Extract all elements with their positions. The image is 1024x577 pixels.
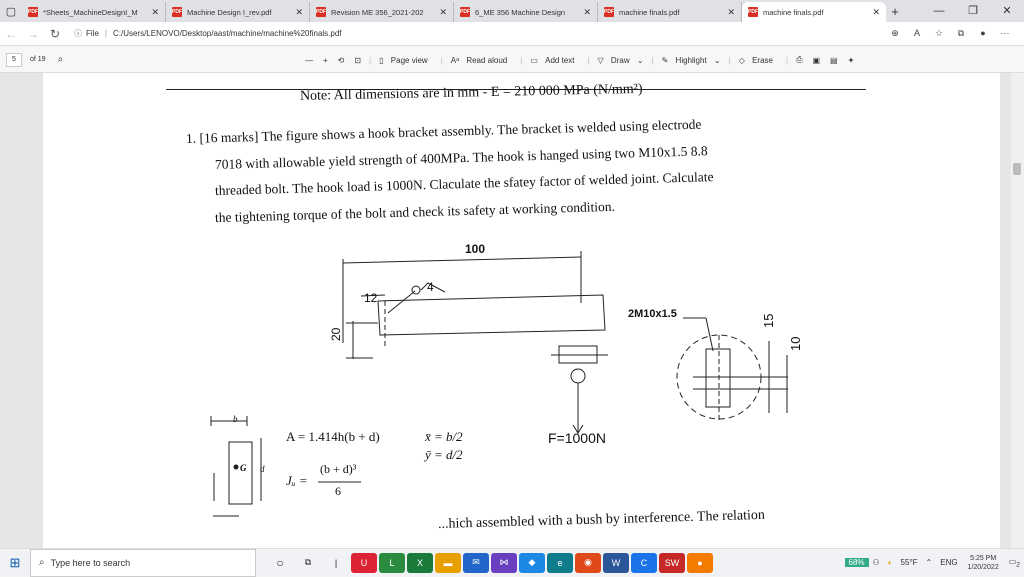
fit-page-icon[interactable]: ⊡ (354, 55, 362, 65)
hook-bracket-figure (43, 73, 1000, 548)
minimize-icon[interactable]: — (933, 5, 945, 17)
separator: | (651, 55, 654, 65)
page-count: of 19 (30, 56, 46, 63)
formula-ju-lhs: Jᵤ = (286, 473, 308, 488)
notification-count: 2 (1016, 561, 1020, 569)
dimension-12: 12 (364, 291, 378, 305)
task-view-icon[interactable]: ⧉ (304, 557, 312, 567)
close-icon[interactable]: ✕ (295, 6, 303, 17)
mail-icon[interactable]: ✉ (463, 553, 489, 573)
divider-icon: | (334, 557, 338, 568)
close-icon[interactable]: ✕ (583, 6, 591, 17)
pdf-icon: PDF (316, 9, 326, 15)
app-l-icon[interactable]: L (379, 553, 405, 573)
close-icon[interactable]: ✕ (872, 6, 880, 17)
profile-icon[interactable]: ● (980, 28, 986, 38)
back-icon[interactable]: ← (5, 26, 17, 41)
dimension-20: 20 (329, 327, 343, 341)
visual-studio-icon[interactable]: ⋈ (491, 553, 517, 573)
file-explorer-icon[interactable]: ▬ (435, 553, 461, 573)
page-view-button[interactable]: ▯ Page view (374, 56, 438, 65)
dimension-10: 10 (788, 336, 803, 351)
separator: | (785, 55, 789, 65)
weather-icon[interactable]: ◐ (887, 558, 893, 567)
chevron-up-icon[interactable]: ⌃ (925, 558, 933, 567)
close-icon[interactable]: ✕ (727, 6, 735, 17)
new-tab-icon[interactable]: + (891, 3, 899, 19)
force-label: F=1000N (548, 430, 606, 446)
address-bar (0, 22, 1024, 46)
formula-ju-numerator: (b + d)³ (320, 462, 357, 476)
favorites-icon[interactable]: ☆ (934, 28, 944, 38)
page-number-input[interactable]: 5 (6, 53, 22, 67)
search-icon: ⌕ (39, 557, 45, 568)
separator: | (587, 55, 590, 65)
close-icon[interactable]: ✕ (439, 6, 447, 17)
url-text: C:/Users/LENOVO/Desktop/aast/machine/machine%20finals.pdf (112, 29, 342, 38)
tab-revision-me356[interactable] (310, 2, 454, 22)
tab-label: 6_ME 356 Machine Design (475, 7, 566, 17)
system-tray (845, 554, 1024, 572)
erase-button[interactable]: ◇ Erase (734, 56, 783, 65)
separator: | (520, 55, 523, 65)
language-indicator[interactable]: ENG (940, 558, 958, 567)
chrome-icon[interactable]: ◉ (575, 553, 601, 573)
tab-sheets-machine-design[interactable] (22, 2, 166, 22)
tab-machine-finals-1[interactable] (598, 2, 742, 22)
notification-icon[interactable]: $▭_2$ (1008, 556, 1020, 569)
word-icon[interactable]: W (603, 553, 629, 573)
highlight-label: Highlight (675, 55, 707, 65)
draw-label: Draw (610, 55, 630, 65)
pdf-icon: PDF (172, 9, 182, 15)
dimension-4: 4 (427, 280, 434, 294)
edge-icon[interactable]: e (547, 553, 573, 573)
scrollbar-thumb[interactable] (1013, 163, 1021, 175)
file-label: File (86, 29, 99, 38)
pdf-icon: PDF (604, 9, 614, 15)
battery-badge[interactable]: 68% (845, 558, 869, 567)
page-view-label: Page view (390, 55, 428, 65)
refresh-icon[interactable]: ↻ (49, 26, 61, 41)
read-aloud-icon[interactable]: A (913, 28, 920, 38)
dimension-100: 100 (465, 242, 486, 256)
browser-tab-bar (0, 0, 1024, 22)
info-icon[interactable]: ⓘ (74, 29, 82, 38)
erase-label: Erase (752, 55, 773, 65)
tab-label: machine finals.pdf (763, 7, 824, 17)
close-window-icon[interactable]: ✕ (1002, 5, 1012, 17)
tab-label: *Sheets_MachineDesignI_M (43, 7, 138, 17)
pdf-toolbar (0, 47, 1024, 73)
app-circle-icon[interactable]: ● (687, 553, 713, 573)
search-placeholder: Type here to search (50, 557, 131, 568)
weld-b-label: b (233, 414, 238, 424)
rotate-icon[interactable]: ⟲ (337, 55, 345, 65)
search-icon[interactable]: ⌕ (57, 54, 64, 65)
formula-xbar: x̄ = b/2 (425, 429, 463, 444)
tab-label: machine finals.pdf (619, 7, 680, 17)
window-controls (922, 0, 1024, 22)
bolt-spec-label: 2M10x1.5 (628, 308, 677, 320)
tab-me356-machine-design[interactable] (454, 2, 598, 22)
question-line-4: the tightening torque of the bolt and check its safety at working condition. (214, 198, 616, 225)
window-menu-icon[interactable]: ▢ (5, 5, 17, 18)
forward-icon[interactable]: → (27, 26, 39, 41)
pdf-page (43, 73, 1000, 548)
more-icon[interactable]: ··· (1000, 28, 1010, 38)
save-as-icon[interactable]: ▤ (830, 55, 838, 65)
add-text-button[interactable]: ▭ Add text (525, 56, 584, 65)
read-aloud-button[interactable]: Aᵃ Read aloud (446, 56, 517, 65)
excel-icon[interactable]: X (407, 553, 433, 573)
pdf-icon: PDF (748, 9, 758, 15)
solidworks-icon[interactable]: SW (659, 553, 685, 573)
restore-icon[interactable]: ❐ (968, 5, 978, 17)
collections-icon[interactable]: ⧉ (957, 28, 965, 38)
weld-d-label: d (260, 464, 265, 474)
people-icon[interactable]: ⚇ (872, 558, 880, 567)
dimension-15: 15 (761, 313, 776, 328)
taskbar-apps (266, 553, 714, 573)
zoom-icon[interactable]: ⊕ (891, 28, 899, 38)
formula-ybar: ȳ = d/2 (425, 447, 463, 462)
question-line-3: threaded bolt. The hook load is 1000N. Claculate the sfatey factor of welded joint. Calculate (214, 169, 714, 198)
bottom-partial-text: ...hich assembled with a bush by interference. The relation (437, 507, 766, 532)
separator: | (104, 29, 107, 38)
weather-temp[interactable]: 55°F (900, 558, 918, 567)
question-line-2: 7018 with allowable yield strength of 400MPa. The hook is hanged using two M10x1.5 8.8 (214, 143, 708, 172)
app-shield-icon[interactable]: ◆ (519, 553, 545, 573)
read-aloud-label: Read aloud (466, 55, 508, 65)
formula-ju-denominator: 6 (335, 484, 341, 498)
pdf-icon: PDF (28, 9, 38, 15)
url-field[interactable] (74, 28, 884, 39)
taskbar-search-box[interactable] (30, 549, 256, 577)
question-line-1: 1. [16 marks] The figure shows a hook bracket assembly. The bracket is welded using electrode (185, 116, 702, 146)
save-icon[interactable]: ▣ (812, 55, 821, 65)
draw-button[interactable]: ▽ Draw ⌄ (597, 55, 644, 65)
zoom-in-icon[interactable]: + (323, 55, 328, 65)
clock-time: 5:25 PM (970, 554, 997, 562)
pdf-viewer (0, 73, 1024, 548)
formula-area: A = 1.414h(b + d) (286, 429, 380, 444)
clock-date: 1/20/2022 (967, 563, 999, 571)
windows-start-icon[interactable]: ⊞ (9, 554, 21, 570)
print-icon[interactable]: ⎙ (796, 55, 803, 64)
antivirus-icon[interactable]: U (351, 553, 377, 573)
pdf-icon: PDF (460, 9, 470, 15)
tab-label: Revision ME 356_2021-202 (331, 7, 424, 17)
highlight-button[interactable]: ✎ Highlight ⌄ (661, 55, 721, 65)
tab-label: Machine Design I_rev.pdf (187, 7, 272, 17)
cortana-icon[interactable]: ○ (276, 555, 284, 570)
separator: | (440, 55, 443, 65)
vertical-scrollbar[interactable] (1011, 73, 1024, 548)
clock[interactable] (962, 554, 1005, 572)
zoom-out-icon[interactable]: — (305, 55, 313, 65)
tab-machine-design-rev[interactable] (166, 2, 310, 22)
close-icon[interactable]: ✕ (151, 6, 159, 17)
windows-taskbar (0, 548, 1024, 576)
tab-machine-finals-active[interactable] (742, 2, 886, 22)
note-line: Note: All dimensions are in mm - E = 210 000 MPa (N/mm²) (299, 81, 643, 104)
weld-g-label: G (240, 463, 247, 473)
app-c-icon[interactable]: C (631, 553, 657, 573)
pin-icon[interactable]: ✦ (847, 55, 855, 65)
add-text-label: Add text (545, 55, 575, 65)
separator: | (728, 55, 731, 65)
separator: | (369, 55, 372, 65)
